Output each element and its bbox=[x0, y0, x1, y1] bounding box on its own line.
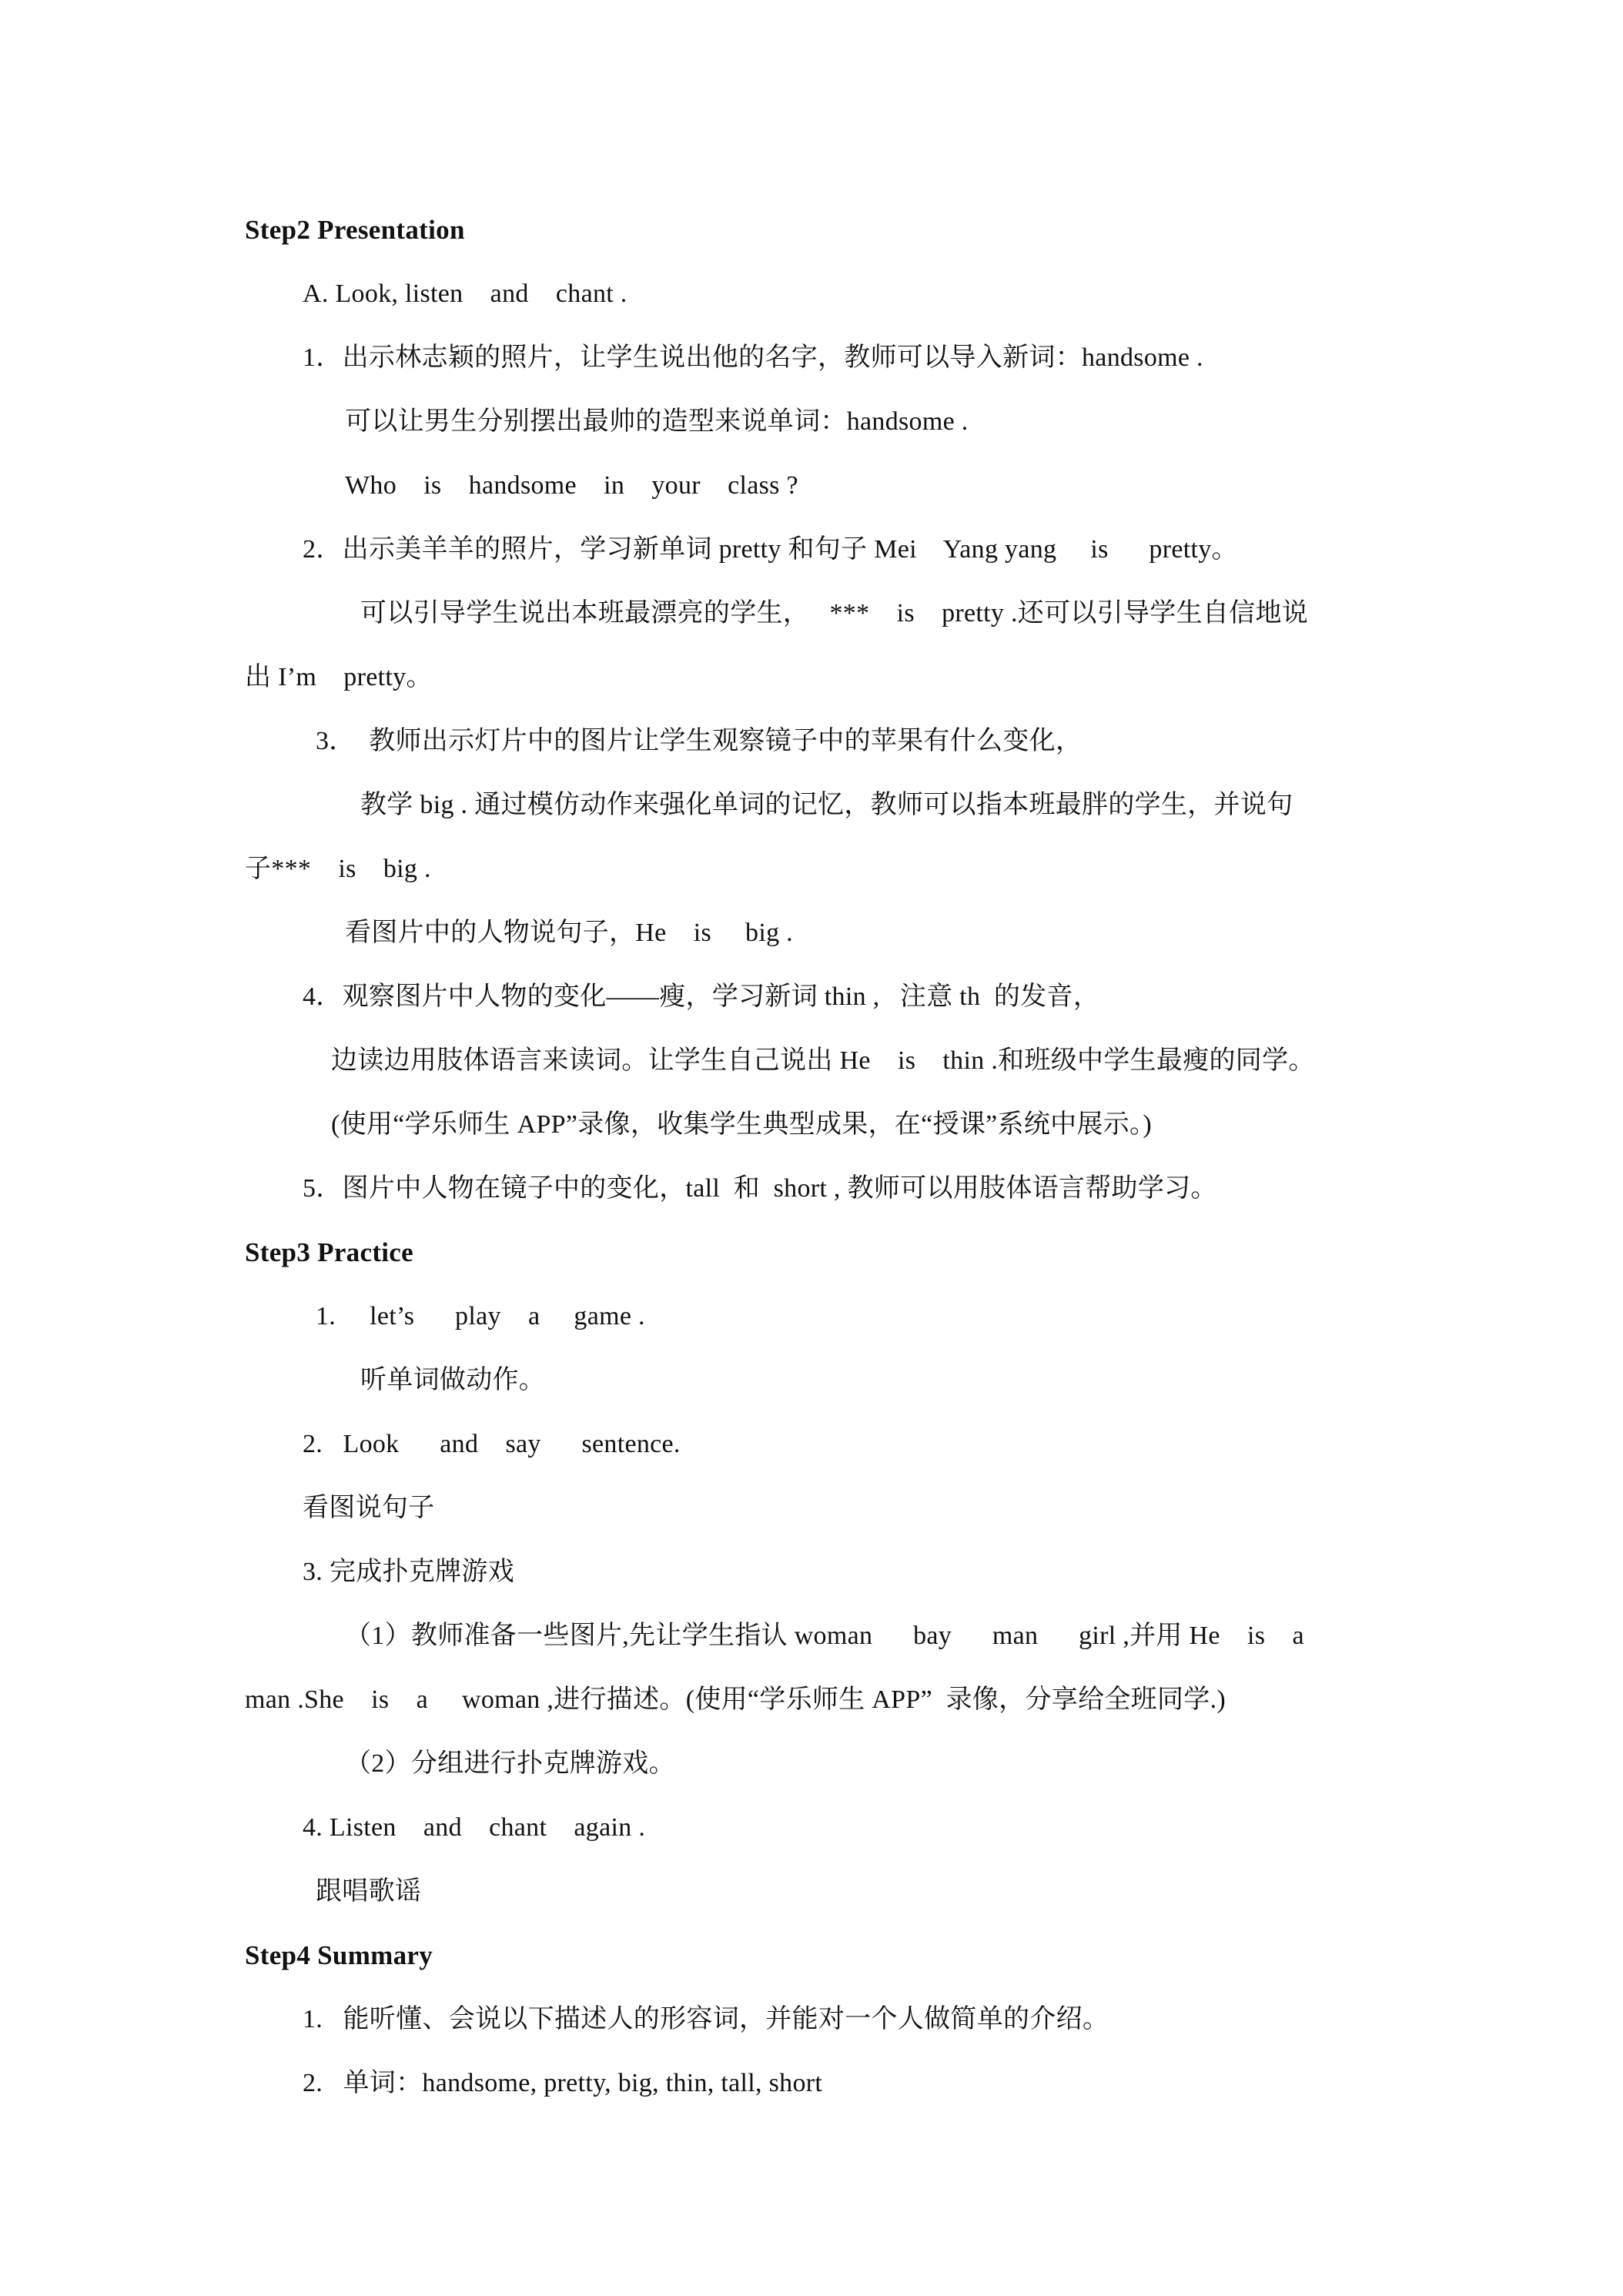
step2-item-3-sub-1: 教学 big . 通过模仿动作来强化单词的记忆，教师可以指本班最胖的学生，并说句 bbox=[360, 791, 1293, 819]
step3-item-2-sub: 看图说句子 bbox=[303, 1494, 435, 1522]
step2-item-4: 4．观察图片中人物的变化——瘦，学习新词 thin , 注意 th 的发音， bbox=[303, 982, 1100, 1011]
step3-item-4-sub: 跟唱歌谣 bbox=[316, 1877, 422, 1906]
step3-heading: Step3 Practice bbox=[245, 1237, 413, 1267]
step2-item-1: 1．出示林志颖的照片，让学生说出他的名字，教师可以导入新词：handsome . bbox=[303, 343, 1203, 372]
step2-item-1-sub-1: 可以让男生分别摆出最帅的造型来说单词：handsome . bbox=[345, 407, 969, 436]
step2-item-2: 2．出示美羊羊的照片，学习新单词 pretty 和句子 Mei Yang yang is pretty。 bbox=[303, 535, 1238, 564]
step3-item-3-part-1-cont: man .She is a woman ,进行描述。(使用“学乐师生 APP” 录像，分享给全班同学.) bbox=[245, 1685, 1226, 1714]
step3-item-3: 3. 完成扑克牌游戏 bbox=[303, 1558, 514, 1586]
step4-item-1: 1. 能听懂、会说以下描述人的形容词，并能对一个人做简单的介绍。 bbox=[303, 2005, 1109, 2033]
step3-item-2: 2. Look and say sentence. bbox=[303, 1430, 681, 1458]
step2-item-1-sub-2: Who is handsome in your class ? bbox=[345, 471, 798, 500]
step2-item-4-sub-1: 边读边用肢体语言来读词。让学生自己说出 He is thin .和班级中学生最瘦的同学。 bbox=[331, 1046, 1315, 1075]
step2-item-3: 3． 教师出示灯片中的图片让学生观察镜子中的苹果有什么变化， bbox=[316, 727, 1083, 755]
step2-item-2-sub-1-cont: 出 I’m pretty。 bbox=[245, 663, 433, 691]
step2-item-3-sub-1-cont: 子*** is big . bbox=[245, 855, 431, 883]
step2-item-5: 5．图片中人物在镜子中的变化，tall 和 short , 教师可以用肢体语言帮助学习。 bbox=[303, 1174, 1217, 1203]
step4-heading: Step4 Summary bbox=[245, 1940, 433, 1970]
step3-item-4: 4. Listen and chant again . bbox=[303, 1813, 646, 1842]
step3-item-3-part-2: （2）分组进行扑克牌游戏。 bbox=[345, 1749, 675, 1778]
step2-item-2-sub-1: 可以引导学生说出本班最漂亮的学生， *** is pretty .还可以引导学生自信地说 bbox=[360, 599, 1309, 628]
step4-item-2: 2. 单词：handsome, pretty, big, thin, tall, short bbox=[303, 2069, 823, 2097]
step3-item-1: 1. let’s play a game . bbox=[316, 1302, 645, 1330]
step2-item-3-sub-2: 看图片中的人物说句子，He is big . bbox=[345, 919, 793, 947]
step3-item-1-sub: 听单词做动作。 bbox=[360, 1366, 546, 1394]
step2-heading: Step2 Presentation bbox=[245, 215, 465, 245]
step2-item-4-sub-2: (使用“学乐师生 APP”录像，收集学生典型成果，在“授课”系统中展示。) bbox=[331, 1110, 1152, 1139]
step2-a-line: A. Look, listen and chant . bbox=[303, 279, 627, 308]
step3-item-3-part-1: （1）教师准备一些图片,先让学生指认 woman bay man girl ,并用 He is a bbox=[345, 1622, 1304, 1650]
